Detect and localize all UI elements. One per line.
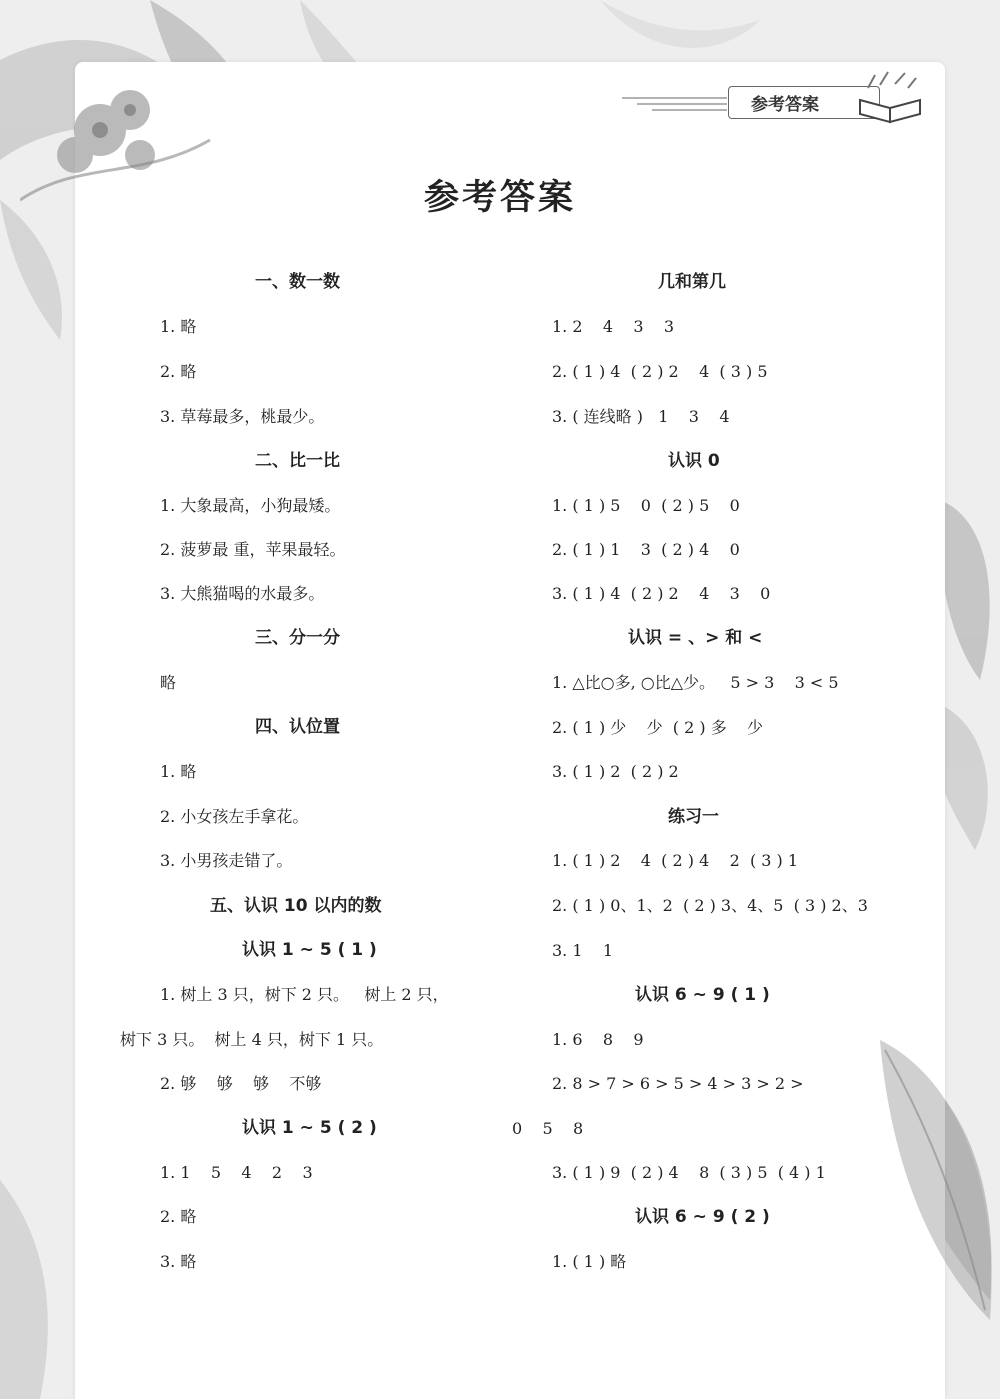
answer-line: 1. ( 1 ) 5 0 ( 2 ) 5 0 [552, 496, 740, 515]
answer-line: 1. 2 4 3 3 [552, 317, 675, 336]
answer-line: 树下 3 只。 树上 4 只，树下 1 只。 [120, 1030, 384, 1049]
answer-page [75, 62, 945, 1399]
answer-line: 1. ( 1 ) 略 [552, 1252, 627, 1271]
answer-line: 2. 略 [160, 1207, 197, 1226]
answer-line: 1. ( 1 ) 2 4 ( 2 ) 4 2 ( 3 ) 1 [552, 851, 799, 870]
section-title: 三、分一分 [255, 628, 340, 648]
answer-line: 2. ( 1 ) 4 ( 2 ) 2 4 ( 3 ) 5 [552, 362, 768, 381]
answer-line: 3. ( 1 ) 9 ( 2 ) 4 8 ( 3 ) 5 ( 4 ) 1 [552, 1163, 826, 1182]
answer-line: 3. ( 1 ) 2 ( 2 ) 2 [552, 762, 679, 781]
answer-line: 2. ( 1 ) 0、1、2 ( 2 ) 3、4、5 ( 3 ) 2、3 [552, 896, 868, 915]
answer-line: 2. 够 够 够 不够 [160, 1074, 322, 1093]
answer-line: 2. ( 1 ) 1 3 ( 2 ) 4 0 [552, 540, 740, 559]
answer-line: 1. 6 8 9 [552, 1030, 644, 1049]
section-title: 认识 = 、> 和 < [628, 628, 763, 648]
section-title: 二、比一比 [255, 451, 340, 471]
answer-line: 1. 大象最高，小狗最矮。 [160, 496, 341, 515]
answer-line: 2. 8 > 7 > 6 > 5 > 4 > 3 > 2 > [552, 1074, 804, 1093]
answer-line: 3. ( 1 ) 4 ( 2 ) 2 4 3 0 [552, 584, 771, 603]
answer-line: 3. 略 [160, 1252, 197, 1271]
answer-line: 1. 略 [160, 317, 197, 336]
section-title: 五、认识 10 以内的数 [210, 896, 382, 916]
section-title: 四、认位置 [255, 717, 340, 737]
answer-line: 1. 1 5 4 2 3 [160, 1163, 313, 1182]
book-icon [850, 70, 930, 125]
section-title: 认识 6 ~ 9 ( 1 ) [635, 985, 770, 1005]
answer-line: 2. ( 1 ) 少 少 ( 2 ) 多 少 [552, 718, 764, 737]
answer-line: 2. 菠萝最 重，苹果最轻。 [160, 540, 346, 559]
leaf-decoration [820, 1040, 1000, 1399]
subsection-title: 认识 1 ~ 5 ( 1 ) [242, 940, 377, 960]
header-tag: 参考答案 [728, 86, 880, 119]
page-title: 参考答案 [423, 177, 576, 218]
answer-line: 3. 1 1 [552, 941, 614, 960]
answer-line: 2. 略 [160, 362, 197, 381]
subsection-title: 认识 1 ~ 5 ( 2 ) [242, 1118, 377, 1138]
section-title: 一、数一数 [255, 272, 340, 292]
header-lines [622, 94, 732, 114]
answer-line: 3. 小男孩走错了。 [160, 851, 293, 870]
answer-line: 3. ( 连线略 ) 1 3 4 [552, 407, 730, 426]
section-title: 认识 0 [668, 451, 720, 471]
answer-line: 3. 大熊猫喝的水最多。 [160, 584, 325, 603]
answer-line: 0 5 8 [512, 1119, 584, 1138]
answer-line: 1. 树上 3 只，树下 2 只。 树上 2 只， [160, 985, 449, 1004]
section-title: 几和第几 [658, 272, 726, 292]
answer-line: 2. 小女孩左手拿花。 [160, 807, 309, 826]
answer-line: 3. 草莓最多，桃最少。 [160, 407, 325, 426]
answer-line: 1. △比○多, ○比△少。 5 > 3 3 < 5 [552, 673, 839, 692]
section-title: 练习一 [668, 807, 719, 827]
answer-line: 略 [160, 673, 177, 692]
section-title: 认识 6 ~ 9 ( 2 ) [635, 1207, 770, 1227]
answer-line: 1. 略 [160, 762, 197, 781]
